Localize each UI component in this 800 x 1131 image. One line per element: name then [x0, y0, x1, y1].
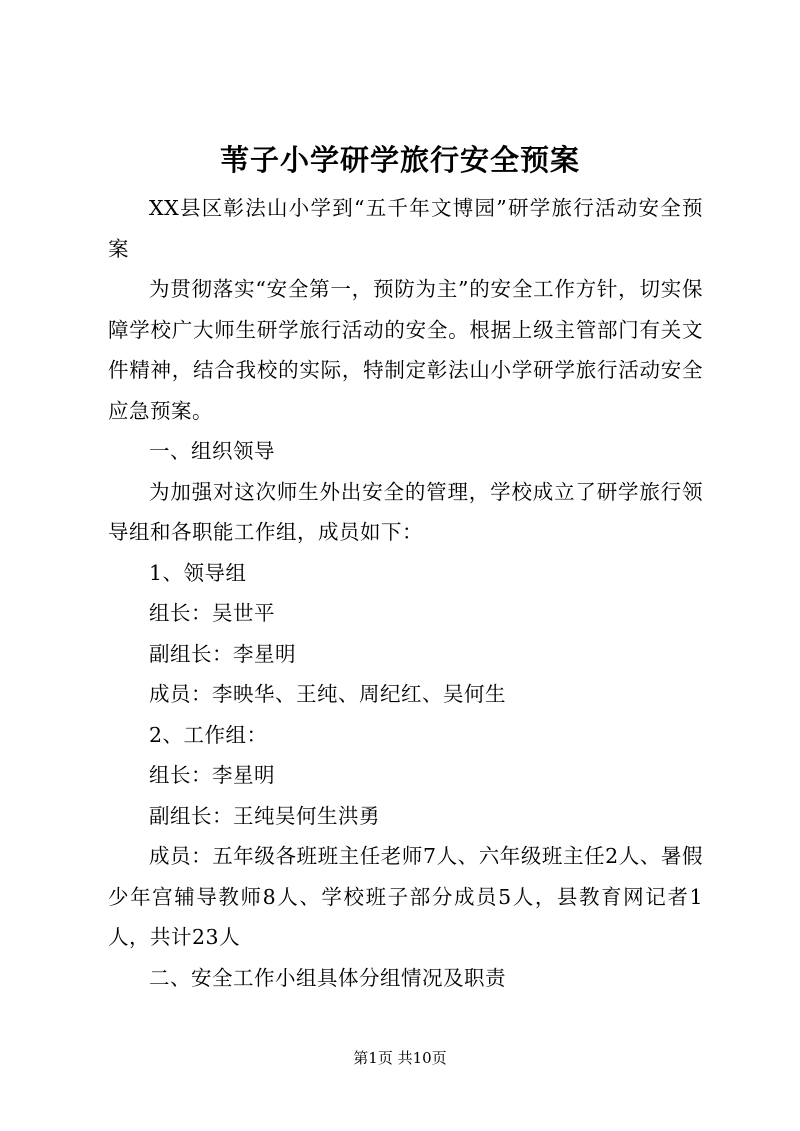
leader-line: 组长：吴世平 [149, 601, 275, 625]
section-heading-safety-groups: 二、安全工作小组具体分组情况及职责 [149, 965, 506, 990]
paragraph-purpose: 为贯彻落实“安全第一，预防为主”的安全工作方针，切实保障学校广大师生研学旅行活动的安全。根据上级主管部门有关文件精神，结合我校的实际，特制定彰法山小学研学旅行活动安全应急预案。 [108, 277, 703, 423]
subheading-leadership-group: 1、领导组 [149, 560, 247, 585]
working-members-line: 成员：五年级各班班主任老师7人、六年级班主任2人、暑假少年宫辅导教师8人、学校班子部分成员5人，县教育网记者1人，共计23人 [108, 844, 703, 949]
page-number: 第1页 共10页 [353, 1049, 447, 1067]
members-line: 成员：李映华、王纯、周纪红、吴何生 [149, 682, 506, 706]
paragraph-intro: XX县区彰法山小学到“五千年文博园”研学旅行活动安全预案 [108, 196, 703, 261]
deputy-leader-line: 副组长：李星明 [149, 641, 296, 666]
working-leader-line: 组长：李星明 [149, 763, 275, 787]
document-body [108, 188, 703, 998]
section-heading-organization: 一、组织领导 [149, 439, 275, 463]
subheading-working-group: 2、工作组： [149, 722, 268, 747]
document-title: 苇子小学研学旅行安全预案 [219, 143, 580, 177]
paragraph-organization: 为加强对这次师生外出安全的管理，学校成立了研学旅行领导组和各职能工作组，成员如下： [108, 479, 703, 544]
working-deputy-line: 副组长：王纯吴何生洪勇 [149, 803, 380, 828]
